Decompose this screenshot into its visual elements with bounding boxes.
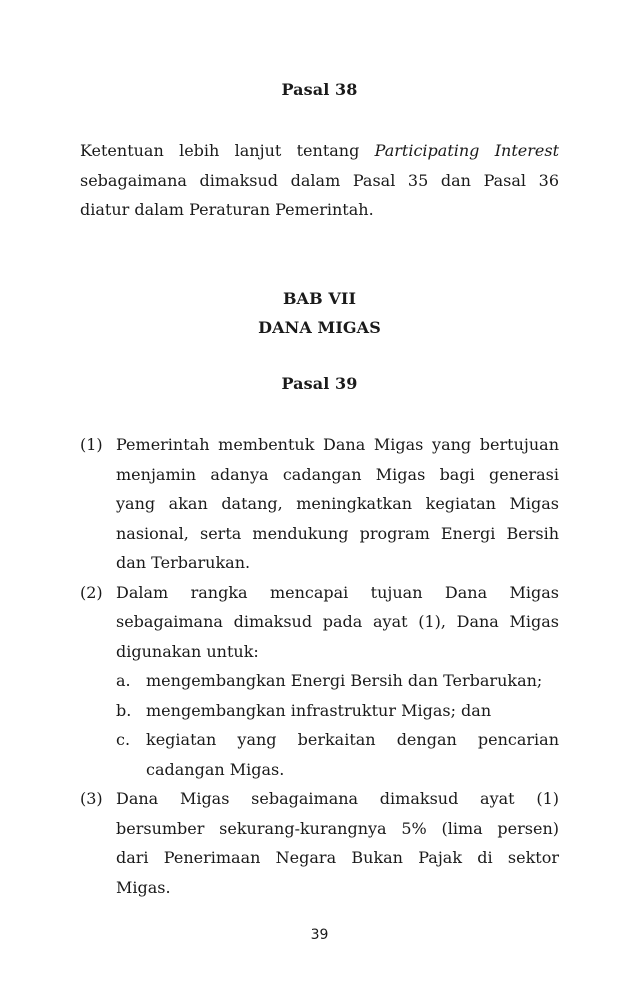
sub-item-line: kegiatan yang berkaitan dengan pencarian (146, 730, 559, 749)
item-number: (2) (80, 582, 103, 602)
item-line: menjamin adanya cadangan Migas bagi generasi (116, 464, 559, 484)
sub-item-text (146, 666, 559, 696)
sub-list-item (88, 696, 559, 726)
item-line: bersumber sekurang-kurangnya 5% (lima persen) (116, 818, 559, 838)
sub-item-line: mengembangkan infrastruktur Migas; dan (146, 700, 492, 720)
item-line: Dalam rangka mencapai tujuan Dana Migas (116, 582, 559, 602)
paragraph-line: sebagaimana dimaksud dalam Pasal 35 dan Pasal 36 (80, 170, 559, 190)
item-line: dan Terbarukan. (116, 553, 251, 572)
item-line: sebagaimana dimaksud pada ayat (1), Dana Migas (116, 612, 559, 631)
pasal-39-list (80, 430, 559, 902)
sub-list-item (88, 666, 559, 696)
list-item (80, 784, 559, 902)
pasal-38-heading: Pasal 38 (281, 80, 358, 99)
sub-list-item (88, 725, 559, 784)
sub-item-text (146, 725, 559, 784)
item-text (116, 578, 559, 667)
item-line: nasional, serta mendukung program Energi Bersih (116, 523, 559, 543)
item-line: Pemerintah membentuk Dana Migas yang bertujuan (116, 435, 559, 454)
pasal-39-heading: Pasal 39 (281, 374, 358, 393)
item-number: (3) (80, 789, 103, 808)
item-text (116, 784, 559, 902)
paragraph-line: diatur dalam Peraturan Pemerintah. (80, 200, 374, 219)
list-item (80, 578, 559, 785)
sub-item-letter: b. (116, 700, 132, 720)
bab-title: DANA MIGAS (258, 318, 381, 337)
item-line: dari Penerimaan Negara Bukan Pajak di sektor (116, 848, 559, 867)
item-text (116, 430, 559, 578)
sub-item-letter: a. (116, 671, 131, 690)
paragraph-line-text: Ketentuan lebih lanjut tentang (80, 141, 360, 160)
sub-item-letter: c. (116, 730, 131, 749)
sub-item-text (146, 696, 559, 726)
paragraph-line (80, 136, 559, 166)
document-page (80, 0, 559, 986)
italic-term: Participating Interest (374, 141, 560, 160)
page-number: 39 (310, 927, 329, 943)
sub-item-line: mengembangkan Energi Bersih dan Terbarukan; (146, 671, 543, 690)
bab-number: BAB VII (282, 289, 357, 308)
item-line: Migas. (116, 877, 171, 897)
list-item (80, 430, 559, 578)
pasal-38-paragraph (80, 136, 559, 225)
item-number: (1) (80, 435, 103, 454)
sub-item-line: cadangan Migas. (146, 759, 285, 779)
item-line: digunakan untuk: (116, 641, 259, 661)
item-line: yang akan datang, meningkatkan kegiatan Migas (116, 494, 559, 513)
item-line: Dana Migas sebagaimana dimaksud ayat (1) (116, 789, 559, 808)
